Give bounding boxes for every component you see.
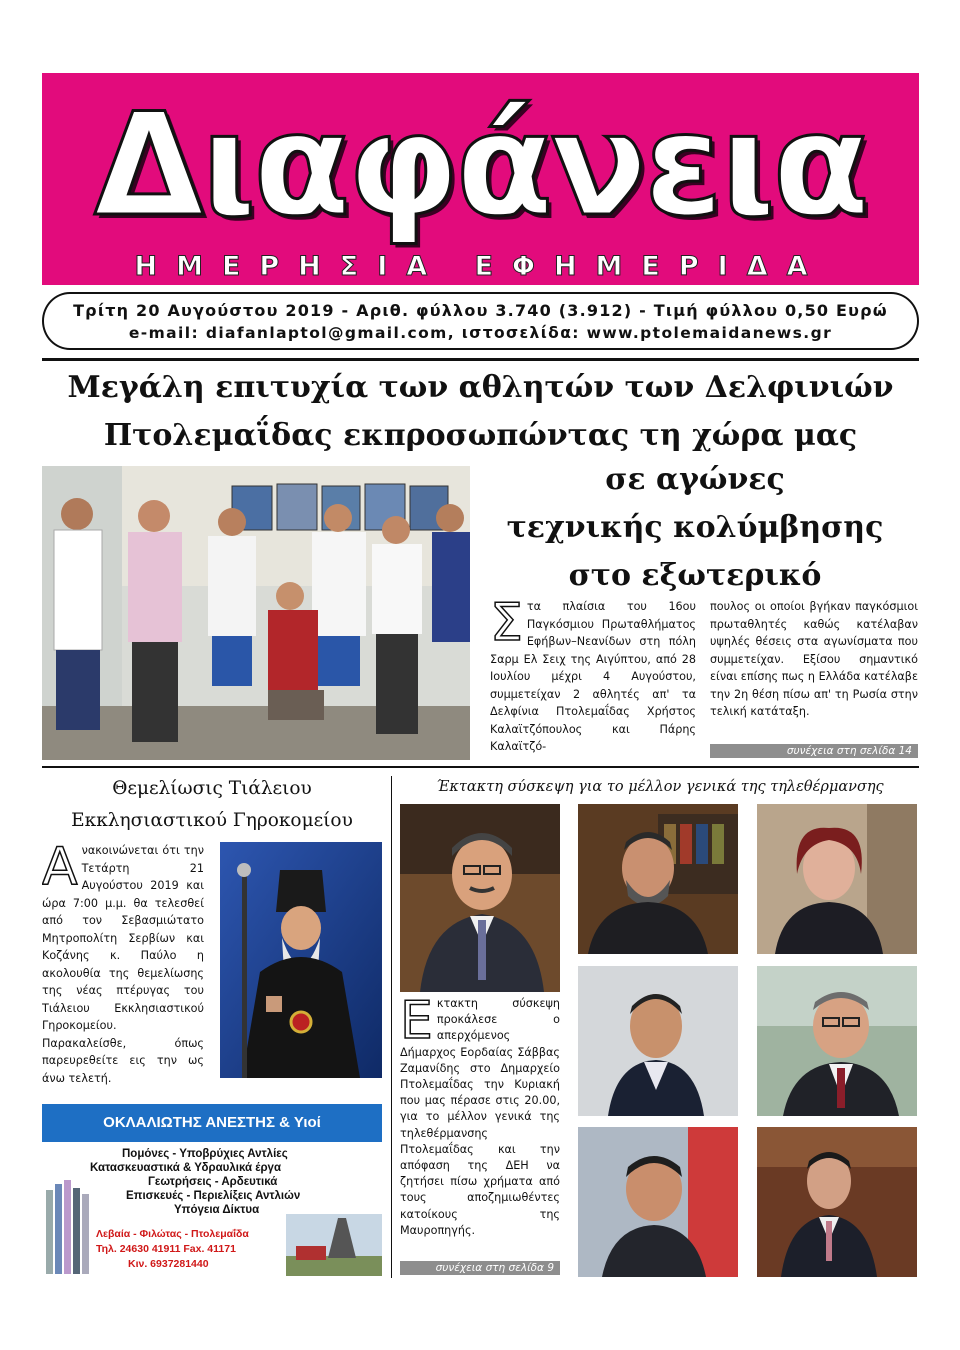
- contact-details: e-mail: diafanlaptol@gmail.com, ιστοσελίδα: www.ptolemaidanews.gr: [128, 324, 833, 342]
- ad-phone: Τηλ. 24630 41911 Fax. 41171: [96, 1243, 236, 1255]
- pump-pipes-image: [44, 1180, 92, 1274]
- church-story-dropcap: Α: [42, 842, 78, 897]
- church-story-body: [42, 842, 204, 1092]
- main-story-column-2: [710, 598, 918, 740]
- newspaper-title: Διαφάνεια: [93, 83, 868, 248]
- main-headline-line-3: σε αγώνες: [605, 462, 785, 497]
- ad-address: Λεβαία - Φιλώτας - Πτολεμαΐδα: [96, 1228, 249, 1240]
- heating-story-title: Έκτακτη σύσκεψη για το μέλλον γενικά της τηλεθέρμανσης: [436, 779, 884, 795]
- heating-story-dropcap: Ε: [400, 996, 433, 1051]
- church-story-text: νακοινώνεται ότι την Τετάρτη 21 Αυγούστου 2019 και ώρα 7:00 μ.μ. θα τελεσθεί από τον Σεβασμιώτατο Μητροπολίτη Σερβίων και Κοζάνης κ. Παύλο η ακολουθία της θεμελίωσης της νέας πτέρυγας του Τιάλειου Εκκλησιαστικού Γηροκομείου. Παρακαλείσθε, όπως παρευρεθείτε εις την ως άνω τελετή.: [42, 844, 204, 1085]
- ad-service-line: Υπόγεια Δίκτυα: [174, 1204, 260, 1216]
- divider: [42, 766, 919, 768]
- politician-photo-4: [757, 966, 917, 1116]
- politician-photo-3: [578, 966, 738, 1116]
- politician-photo-5: [578, 1127, 738, 1277]
- issue-info-box: [42, 292, 919, 350]
- main-story-dropcap: Σ: [490, 598, 523, 653]
- ad-company-name: ΟΚΛΑΛΙΩΤΗΣ ΑΝΕΣΤΗΣ & Υιοί: [42, 1104, 382, 1142]
- politician-photo-6: [757, 1127, 917, 1277]
- main-headline-line-2: Πτολεμαΐδας εκπροσωπώντας τη χώρα μας: [103, 418, 858, 453]
- advertisement: [42, 1104, 382, 1276]
- metropolitan-photo: [220, 842, 382, 1078]
- issue-details: Τρίτη 20 Αυγούστου 2019 - Αριθ. φύλλου 3.740 (3.912) - Τιμή φύλλου 0,50 Ευρώ: [73, 301, 888, 320]
- ad-service-line: Γεωτρήσεις - Αρδευτικά: [148, 1176, 278, 1188]
- main-story-text-1: τα πλαίσια του 16ου Παγκόσμιου Πρωταθλήματος Εφήβων–Νεανίδων στη πόλη Σαρμ Ελ Σειχ της Αιγύπτου, από 28 Ιουλίου μέχρι 4 Αυγούστου, συμμετείχαν 2 αθλητές απ' τα Δελφίνια Πτολεμαΐδας Χρήστος Καλαϊτζόπουλος και Πάρης Καλαϊτζό-: [490, 600, 696, 753]
- politician-photo-2: [757, 804, 917, 954]
- politician-photo-1: [578, 804, 738, 954]
- swimmers-group-photo: [42, 466, 470, 760]
- newspaper-subtitle: ΗΜΕΡΗΣΙΑ ΕΦΗΜΕΡΙΔΑ: [134, 251, 827, 282]
- church-story-title-1: Θεμελίωσις Τιάλειου: [112, 778, 312, 799]
- heating-story-text: κτακτη σύσκεψη προκάλεσε ο απερχόμενος Δήμαρχος Εορδαίας Σάββας Ζαμανίδης στο Δημαρχείο Πτολεμαΐδας την Κυριακή που μας πέρασε στις 20.00, για το μέλλον γενικά της τηλεθέρμανσης Πτολεμαΐδας και την απόφαση της ΔΕΗ να ζητήσει πίσω χρήματα από τους αποζημιωθέντες κατοίκους της Μαυροπηγής.: [400, 997, 560, 1237]
- main-headline-line-5: στο εξωτερικό: [568, 558, 822, 593]
- divider: [42, 358, 919, 361]
- ad-mobile: Κιν. 6937281440: [128, 1258, 209, 1270]
- main-story-text-2: πουλος οι οποίοι βγήκαν παγκόσμιοι πρωταθλητές καθώς κατέλαβαν υψηλές θέσεις στα αγωνίσματα που συμμετείχαν. Εξίσου σημαντικό είναι επίσης πως η Ελλάδα κατέλαβε την 2η θέση πίσω απ' τη Ρωσία στην τελική κατάταξη.: [710, 600, 918, 718]
- ad-service-line: Πομόνες - Υποβρύχιες Αντλίες: [122, 1148, 288, 1160]
- mayor-photo: [400, 804, 560, 992]
- ad-service-line: Επισκευές - Περιελίξεις Αντλιών: [126, 1190, 301, 1202]
- heating-story-body: [400, 996, 560, 1258]
- main-headline-line-1: Μεγάλη επιτυχία των αθλητών των Δελφινιών: [67, 370, 894, 405]
- main-story-continued[interactable]: συνέχεια στη σελίδα 14: [710, 744, 918, 758]
- heating-story-continued[interactable]: συνέχεια στη σελίδα 9: [400, 1261, 560, 1275]
- church-story-title-2: Εκκλησιαστικού Γηροκομείου: [71, 810, 353, 831]
- ad-service-line: Κατασκευαστικά & Υδραυλικά έργα: [90, 1162, 282, 1174]
- drilling-rig-image: [286, 1214, 382, 1276]
- main-story-column-1: [490, 598, 696, 758]
- masthead: [42, 73, 919, 285]
- main-headline-line-4: τεχνικής κολύμβησης: [506, 510, 884, 545]
- column-rule: [391, 776, 392, 1278]
